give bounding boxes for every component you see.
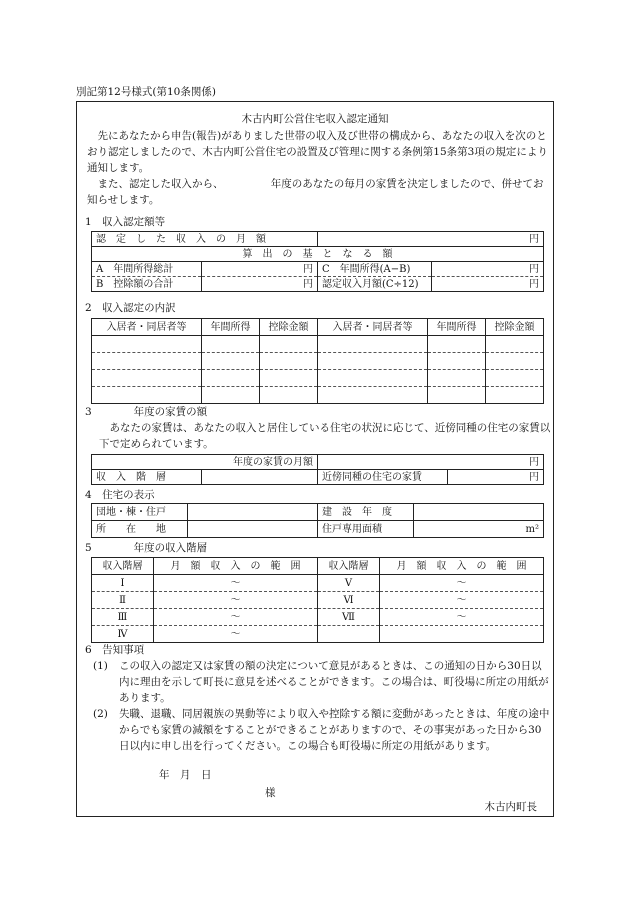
col-income-left: 年間所得 [202, 319, 260, 336]
monthly-income-label: 認 定 し た 収 入 の 月 額 [92, 232, 318, 247]
annual-income-value: 円 [432, 262, 544, 277]
table-row[interactable] [92, 353, 202, 370]
table-row[interactable] [92, 387, 202, 404]
rent-table [91, 454, 544, 485]
monthly-income-value: 円 [318, 232, 544, 247]
intro-paragraph-1: 先にあなたから申告(報告)がありました世帯の収入及び世帯の構成から、あなたの収入を次のとおり認定しましたので、木古内町公営住宅の設置及び管理に関する条例第15条第3項の規定により通知します。 [87, 130, 548, 174]
notice-item-2-text: 失職、退職、同居親族の異動等により収入や控除する額に変動があったときは、年度の途中からでも家賃の減額をすることができることがありますので、その事実があった日から30日以内に申し出を行ってください。この場合も町役場に所定の用紙があります。 [119, 708, 550, 752]
floor-area-unit: m² [414, 521, 544, 538]
income-tier-label: 収 入 階 層 [92, 470, 202, 485]
section-2-heading: 2 収入認定の内訳 [85, 302, 176, 314]
tier-range-empty [380, 626, 544, 643]
section-4-heading: 4 住宅の表示 [85, 489, 155, 501]
notice-item-1-number: (1) [93, 660, 108, 672]
col-deduct-left: 控除金額 [260, 319, 318, 336]
built-year-label: 建 設 年 度 [318, 504, 414, 521]
tier-range: 〜 [154, 592, 318, 609]
col-income-right: 年間所得 [428, 319, 486, 336]
rent-explanation: あなたの家賃は、あなたの収入と居住している住宅の状況に応じて、近傍同種の住宅の家賃以下で定められています。 [99, 422, 551, 450]
tier-label: Ⅶ [318, 609, 380, 626]
rent-monthly-value: 円 [318, 455, 544, 470]
tier-label: Ⅵ [318, 592, 380, 609]
annual-income-total-value: 円 [202, 262, 318, 277]
annual-income-label: C 年間所得(A−B) [318, 262, 432, 277]
col-range-right: 月 額 収 入 の 範 囲 [380, 558, 544, 575]
income-tier-table [91, 557, 544, 643]
tier-range: 〜 [380, 592, 544, 609]
date-line: 年 月 日 [159, 769, 212, 781]
tier-label: Ⅱ [92, 592, 154, 609]
built-year-value[interactable] [414, 504, 544, 521]
income-breakdown-table [91, 318, 544, 404]
certified-monthly-income-label: 認定収入月額(C÷12) [318, 277, 432, 292]
section-1-heading: 1 収入認定額等 [85, 216, 166, 228]
deduction-total-label: B 控除額の合計 [92, 277, 202, 292]
rent-monthly-label: 年度の家賃の月額 [92, 455, 318, 470]
tier-range: 〜 [154, 575, 318, 592]
notice-item-2-number: (2) [93, 708, 108, 720]
nearby-rent-label: 近傍同種の住宅の家賃 [318, 470, 448, 485]
intro-paragraph-2: また、認定した収入から、 年度のあなたの毎月の家賃を決定しましたので、併せてお知らせします。 [87, 178, 544, 206]
tier-label: Ⅲ [92, 609, 154, 626]
address-label: 所 在 地 [92, 521, 188, 538]
tier-range: 〜 [380, 575, 544, 592]
col-person-right: 入居者・同居者等 [318, 319, 428, 336]
estate-value[interactable] [188, 504, 318, 521]
tier-range: 〜 [154, 626, 318, 643]
tier-range: 〜 [380, 609, 544, 626]
form-label: 別記第12号様式(第10条関係) [76, 86, 216, 98]
table-row[interactable] [92, 336, 202, 353]
issuer: 木古内町長 [484, 801, 537, 813]
estate-label: 団地・棟・住戸 [92, 504, 188, 521]
notice-item-1-text: この収入の認定又は家賃の額の決定について意見があるときは、この通知の日から30日以内に理由を示して町長に意見を述べることができます。この場合は、町役場に所定の用紙があります。 [119, 660, 549, 704]
document-title: 木古内町公営住宅収入認定通知 [241, 113, 389, 125]
notice-item-2 [93, 706, 551, 754]
notice-item-1 [93, 658, 551, 706]
tier-label: Ⅴ [318, 575, 380, 592]
col-tier-right: 収入階層 [318, 558, 380, 575]
addressee-suffix: 様 [265, 787, 276, 799]
col-deduct-right: 控除金額 [486, 319, 544, 336]
deduction-total-value: 円 [202, 277, 318, 292]
section-3-heading: 3 年度の家賃の額 [85, 406, 208, 418]
col-tier-left: 収入階層 [92, 558, 154, 575]
table-row[interactable] [92, 370, 202, 387]
section-5-heading: 5 年度の収入階層 [85, 542, 208, 554]
tier-label-empty [318, 626, 380, 643]
section-6-heading: 6 告知事項 [85, 644, 145, 656]
certified-monthly-income-value: 円 [432, 277, 544, 292]
nearby-rent-value: 円 [448, 470, 544, 485]
tier-label: Ⅳ [92, 626, 154, 643]
address-value[interactable] [188, 521, 318, 538]
income-tier-value[interactable] [202, 470, 318, 485]
housing-table [91, 503, 544, 538]
basis-amount-label: 算 出 の 基 と な る 額 [92, 247, 544, 262]
tier-label: Ⅰ [92, 575, 154, 592]
notice-frame [76, 101, 554, 817]
annual-income-total-label: A 年間所得総計 [92, 262, 202, 277]
income-certification-table [91, 231, 544, 292]
floor-area-label: 住戸専用面積 [318, 521, 414, 538]
col-person-left: 入居者・同居者等 [92, 319, 202, 336]
col-range-left: 月 額 収 入 の 範 囲 [154, 558, 318, 575]
tier-range: 〜 [154, 609, 318, 626]
